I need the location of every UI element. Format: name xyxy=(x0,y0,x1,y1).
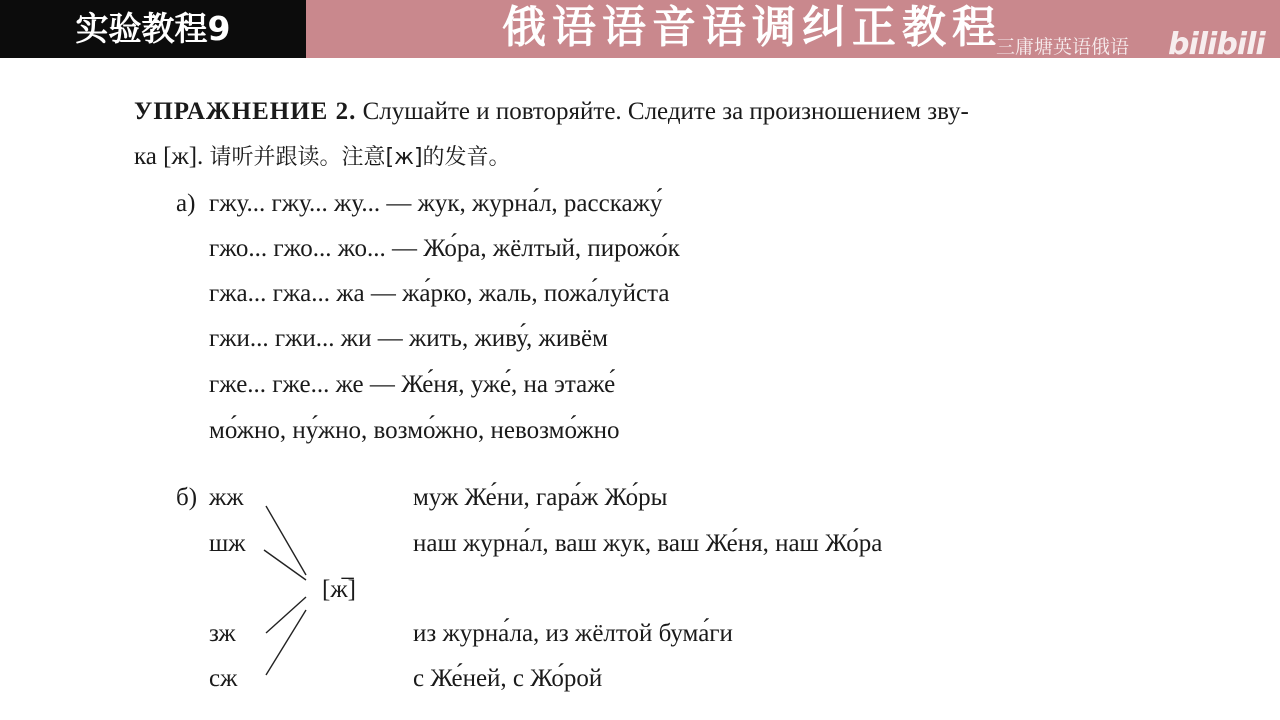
part-a-marker: а) xyxy=(176,190,196,217)
part-b-combo-2: шж xyxy=(209,530,246,557)
course-title: 俄语语音语调纠正教程 xyxy=(502,2,1002,53)
connector-line-3 xyxy=(266,597,306,633)
part-b-phrase-4: с Же́ней, с Жо́рой xyxy=(413,665,603,692)
part-b-center-sound: [ж̅] xyxy=(322,576,356,603)
channel-watermark: 三庸塘英语俄语 xyxy=(996,36,1130,58)
part-b-marker: б) xyxy=(176,484,198,511)
part-a-line-3: гжа... гжа... жа — жа́рко, жаль, пожа́луйста xyxy=(209,280,670,307)
exercise-instruction: Слушайте и повторяйте. Следите за произношением зву- xyxy=(362,98,969,125)
part-b-combo-4: сж xyxy=(209,665,238,692)
exercise-instruction-cont: ка [ж]. xyxy=(134,143,204,170)
part-a-line-2: гжо... гжо... жо... — Жо́ра, жёлтый, пирожо́к xyxy=(209,235,680,262)
part-b-combo-1: жж xyxy=(209,484,244,511)
part-a-line-5: гже... гже... же — Же́ня, уже́, на этаже́ xyxy=(209,371,616,398)
part-b-combo-3: зж xyxy=(209,620,236,647)
part-b-phrase-3: из журна́ла, из жёлтой бума́ги xyxy=(413,620,733,647)
part-b-phrase-2: наш журна́л, ваш жук, ваш Же́ня, наш Жо́ра xyxy=(413,530,883,557)
connector-line-1 xyxy=(266,506,306,575)
part-a-line-6: мо́жно, ну́жно, возмо́жно, невозмо́жно xyxy=(209,417,620,444)
connector-line-4 xyxy=(266,610,306,675)
exercise-chinese-note: 请听并跟读。注意[ж]的发音。 xyxy=(209,145,511,170)
bilibili-logo: bilibili xyxy=(1168,27,1265,62)
part-a-line-4: гжи... гжи... жи — жить, живу́, живём xyxy=(209,325,608,352)
part-a-line-1: гжу... гжу... жу... — жук, журна́л, расскажу́ xyxy=(209,190,663,217)
exercise-label: УПРАЖНЕНИЕ 2. xyxy=(134,98,357,125)
part-b-phrase-1: муж Же́ни, гара́ж Жо́ры xyxy=(413,484,668,511)
lesson-label: 实验教程9 xyxy=(0,0,306,58)
